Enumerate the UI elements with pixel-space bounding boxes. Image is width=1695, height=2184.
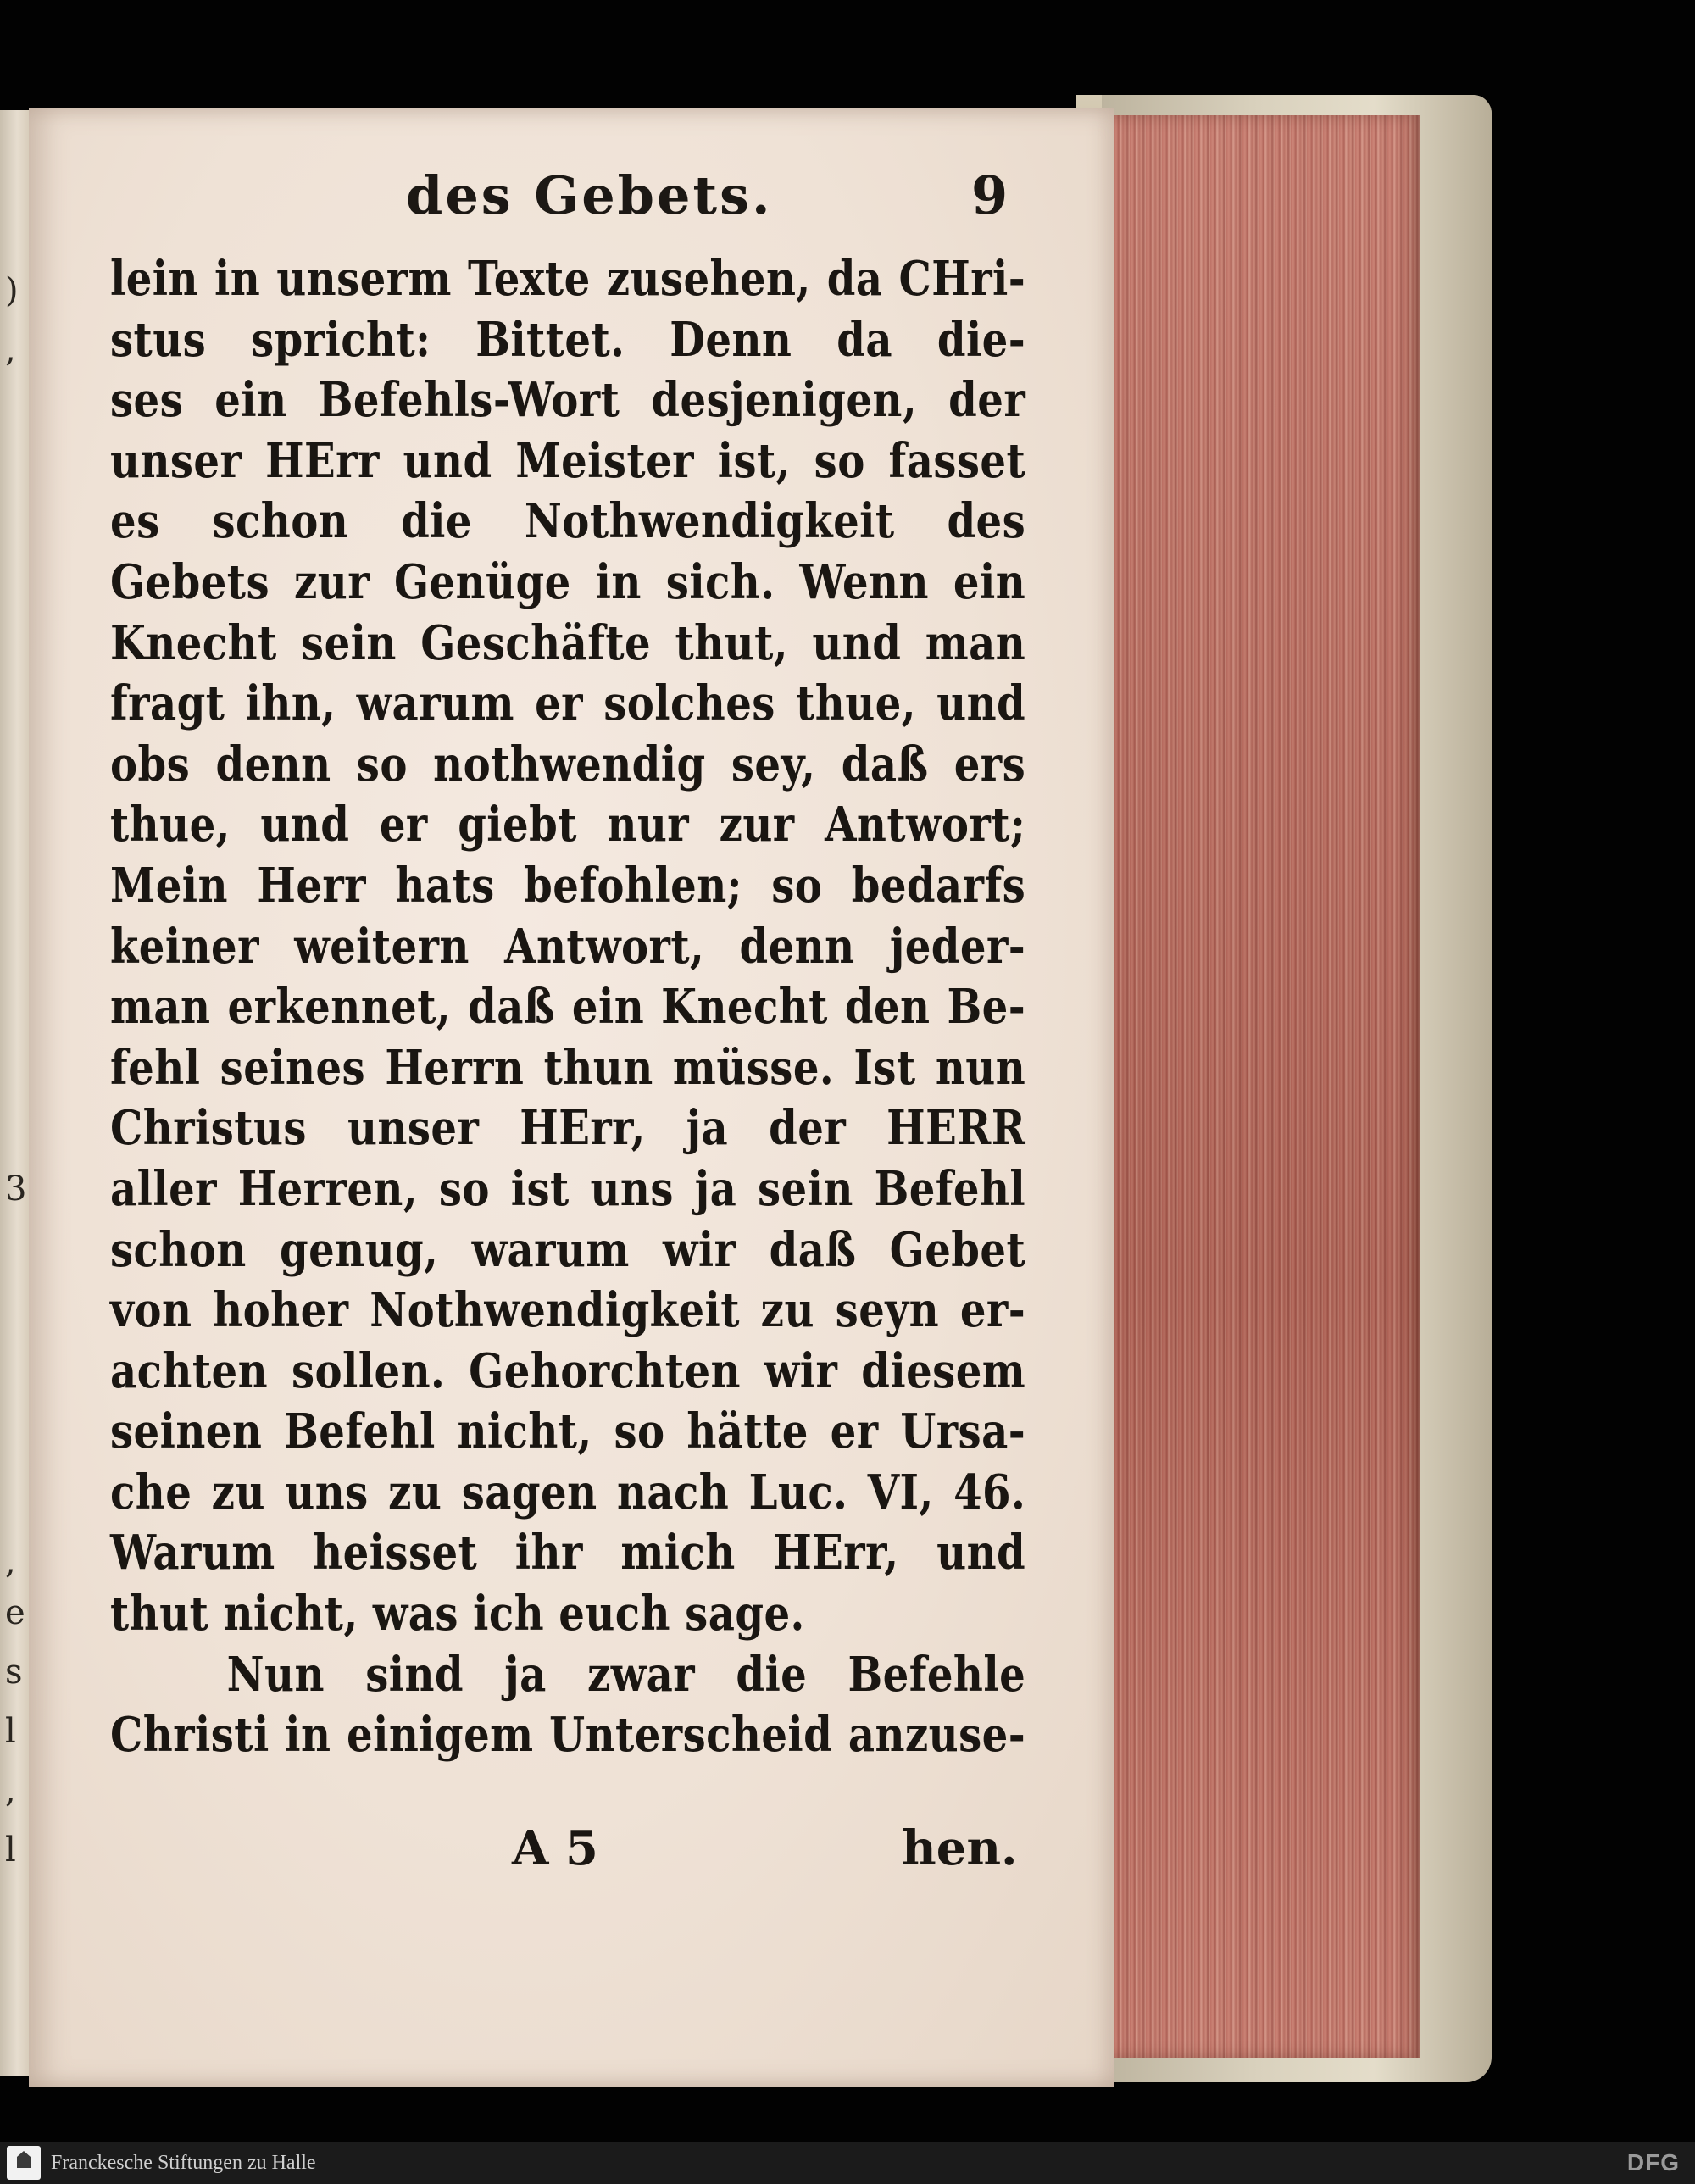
text-line: Nun sind ja zwar die Befehle — [226, 1646, 1026, 1703]
running-head-title: des Gebets. — [406, 164, 773, 226]
text-line: keiner weitern Antwort, denn jeder- — [110, 918, 1026, 975]
text-line: thut nicht, was ich euch sage. — [110, 1586, 805, 1642]
text-line: achten sollen. Gehorchten wir diesem — [110, 1342, 1026, 1399]
page-number: 9 — [971, 164, 1009, 226]
text-line: es schon die Nothwendigkeit des — [110, 493, 1026, 550]
text-line: Warum heisset ihr mich HErr, und — [110, 1525, 1026, 1581]
book-page — [29, 108, 1114, 2087]
text-line: lein in unserm Texte zusehen, da CHri- — [110, 251, 1026, 307]
catchword: hen. — [902, 1820, 1018, 1876]
text-line: man erkennet, daß ein Knecht den Be- — [110, 979, 1026, 1036]
text-line: fehl seines Herrn thun müsse. Ist nun — [110, 1039, 1026, 1096]
text-line: Mein Herr hats befohlen; so bedarfs — [110, 857, 1026, 914]
text-line: schon genug, warum wir daß Gebet — [110, 1221, 1026, 1278]
institution-logo-icon — [7, 2146, 41, 2180]
text-line: fragt ihn, warum er solches thue, und — [110, 675, 1026, 732]
text-line: Christi in einigem Unterscheid anzuse- — [110, 1707, 1026, 1764]
text-line: unser HErr und Meister ist, so fasset — [110, 432, 1026, 489]
catch-line — [29, 1820, 1114, 1888]
dfg-logo: DFG — [1626, 2149, 1680, 2176]
text-line: von hoher Nothwendigkeit zu seyn er- — [110, 1282, 1026, 1339]
text-line: seinen Befehl nicht, so hätte er Ursa- — [110, 1403, 1026, 1460]
text-line: thue, und er giebt nur zur Antwort; — [110, 797, 1026, 853]
institution-name: Franckesche Stiftungen zu Halle — [51, 2152, 316, 2174]
text-line: ses ein Befehls-Wort desjenigen, der — [110, 372, 1026, 429]
text-line: Knecht sein Geschäfte thut, und man — [110, 614, 1026, 671]
text-line: obs denn so nothwendig sey, daß ers — [110, 736, 1026, 792]
footer-bar — [0, 2142, 1695, 2184]
body-text — [110, 249, 1025, 1766]
page-edges-stack — [1112, 115, 1420, 2058]
text-line: aller Herren, so ist uns ja sein Befehl — [110, 1160, 1026, 1217]
text-line: Christus unser HErr, ja der HERR — [110, 1100, 1026, 1157]
text-line: che zu uns zu sagen nach Luc. VI, 46. — [110, 1464, 1026, 1520]
text-line: stus spricht: Bittet. Denn da die- — [110, 311, 1026, 368]
running-head — [29, 164, 1114, 232]
text-line: Gebets zur Genüge in sich. Wenn ein — [110, 553, 1026, 610]
signature-mark: A 5 — [512, 1820, 598, 1876]
previous-page-marks: ) , 3 , e s l , l — [5, 271, 27, 1870]
